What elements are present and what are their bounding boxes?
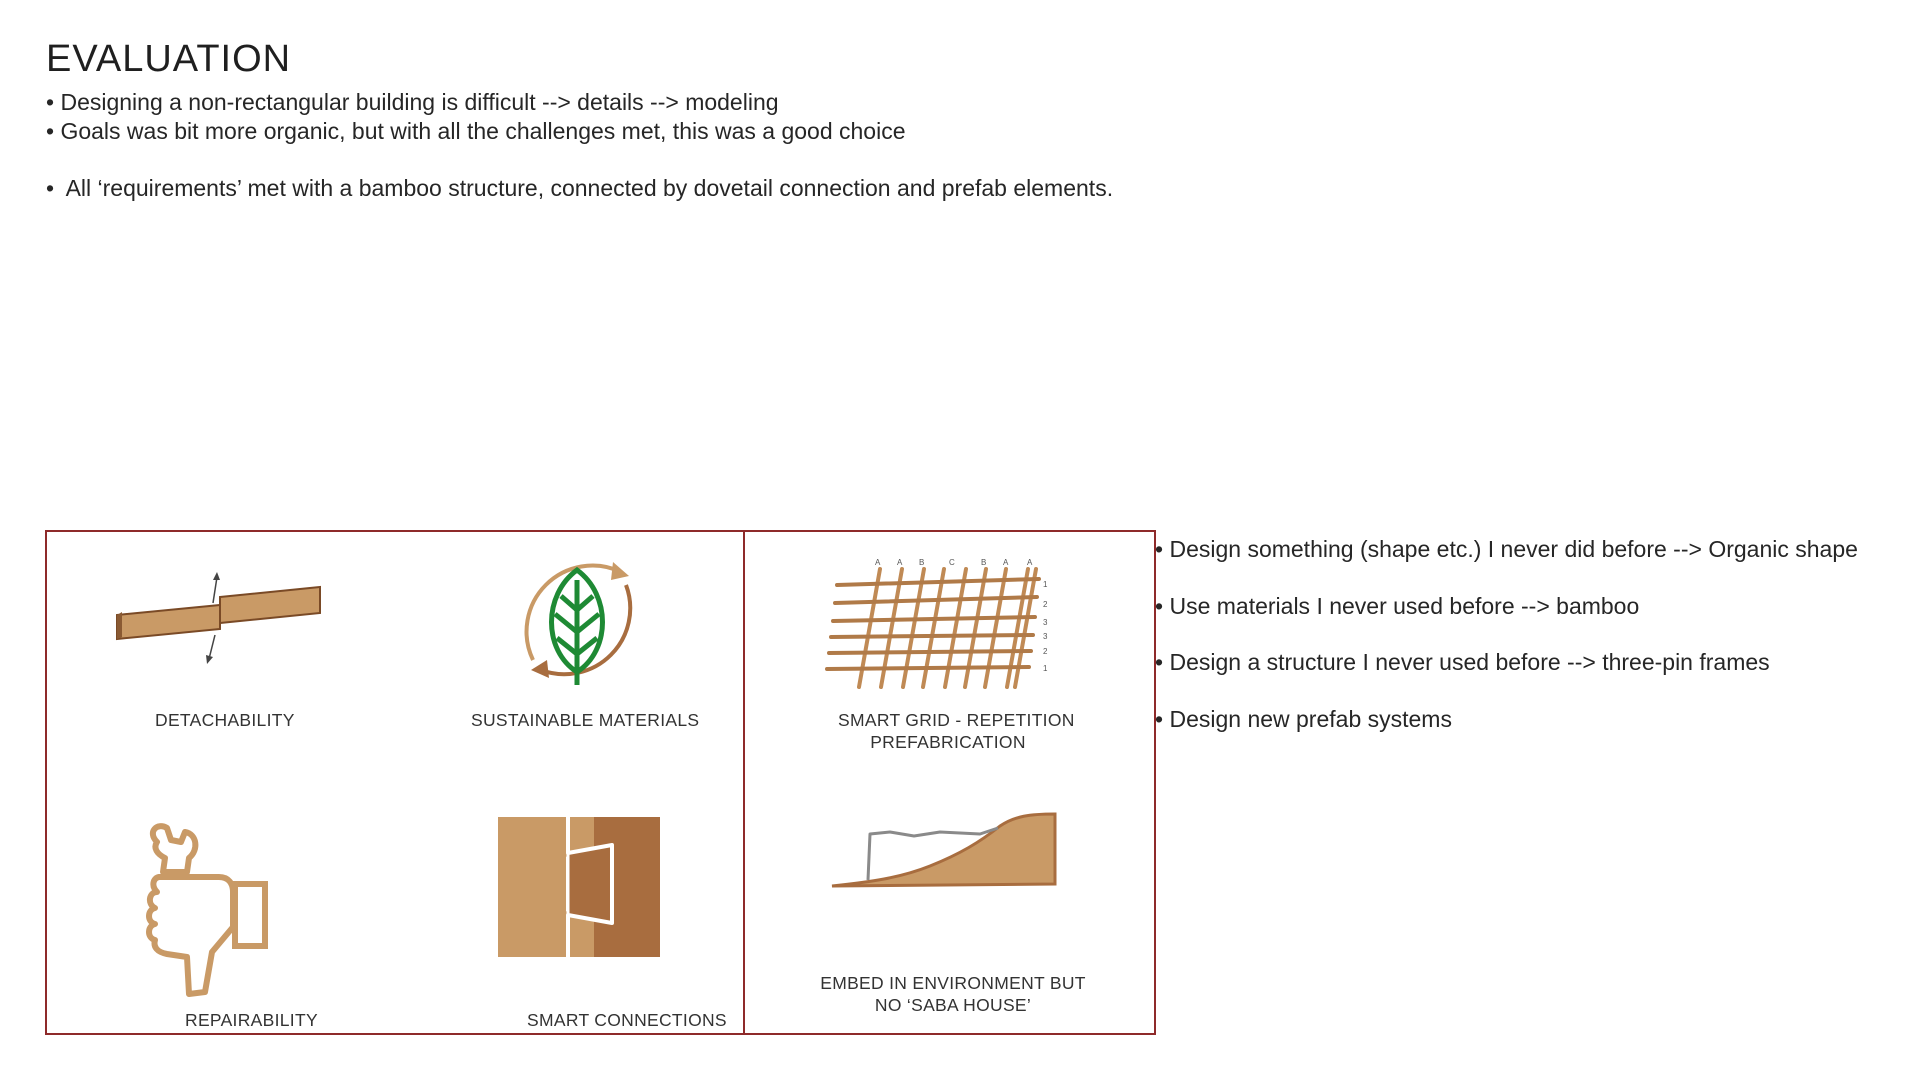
bullet-mark: • (1155, 592, 1164, 619)
bullet-item (1155, 705, 1858, 762)
smart-connections-label: SMART CONNECTIONS (527, 1010, 727, 1030)
bullet-text: Design something (shape etc.) I never did before --> Organic shape (1169, 536, 1858, 562)
top-bullet-list (46, 88, 1113, 203)
embed-environment-label (788, 972, 1118, 1016)
bullet-text: Designing a non-rectangular building is difficult --> details --> modeling (60, 89, 779, 115)
grid-label: A (1027, 558, 1033, 567)
smart-connections-icon (498, 817, 663, 962)
bullet-item (46, 174, 1113, 203)
bullet-text: Use materials I never used before --> bamboo (1169, 592, 1640, 619)
requirements-panel (45, 530, 745, 1035)
smart-grid-label (838, 709, 1075, 753)
bullet-item (46, 117, 1113, 146)
grid-label: A (1003, 558, 1009, 567)
grid-label: 3 (1043, 632, 1048, 641)
smart-grid-label-line: SMART GRID - REPETITION (838, 710, 1075, 730)
smart-grid-label-line: PREFABRICATION (870, 732, 1026, 752)
bullet-mark: • (1155, 705, 1164, 732)
embed-environment-label-line: NO ‘SABA HOUSE’ (874, 995, 1032, 1015)
detachability-icon (112, 567, 322, 677)
bullet-text: Design a structure I never used before --> three-pin frames (1169, 649, 1770, 675)
bullet-mark: • (46, 118, 55, 144)
sustainable-materials-label: SUSTAINABLE MATERIALS (471, 710, 700, 730)
grid-label: 1 (1043, 580, 1048, 589)
grid-label: 3 (1043, 618, 1048, 627)
repairability-icon (137, 822, 277, 1002)
sustainable-materials-icon (503, 550, 653, 695)
bullet-mark: • (1155, 649, 1164, 675)
terrain-icon (830, 812, 1070, 892)
grid-label: A (875, 558, 881, 567)
repairability-label: REPAIRABILITY (185, 1010, 318, 1030)
bullet-text: All ‘requirements’ met with a bamboo structure, connected by dovetail connection and prefab elements. (65, 175, 1114, 201)
page-title: EVALUATION (46, 38, 292, 80)
bullet-item (1155, 535, 1858, 592)
smart-grid-icon (825, 557, 1075, 692)
grid-label: A (897, 558, 903, 567)
detachability-label: DETACHABILITY (155, 710, 295, 730)
embed-environment-label-line: EMBED IN ENVIRONMENT BUT (820, 973, 1086, 993)
bullet-mark: • (1155, 536, 1164, 562)
grid-label: 2 (1043, 647, 1048, 656)
goals-bullet-list (1155, 535, 1858, 761)
grid-label: B (919, 558, 925, 567)
bullet-item (1155, 648, 1858, 705)
bullet-item (46, 88, 1113, 117)
bullet-mark: • (46, 89, 55, 115)
bullet-mark: • (46, 175, 55, 201)
grid-label: 2 (1043, 600, 1048, 609)
grid-label: B (981, 558, 987, 567)
strategy-panel (743, 530, 1156, 1035)
grid-label: 1 (1043, 664, 1048, 673)
bullet-text: Design new prefab systems (1169, 705, 1452, 732)
bullet-text: Goals was bit more organic, but with all the challenges met, this was a good choice (60, 118, 906, 144)
grid-label: C (949, 558, 955, 567)
bullet-item (1155, 592, 1858, 649)
